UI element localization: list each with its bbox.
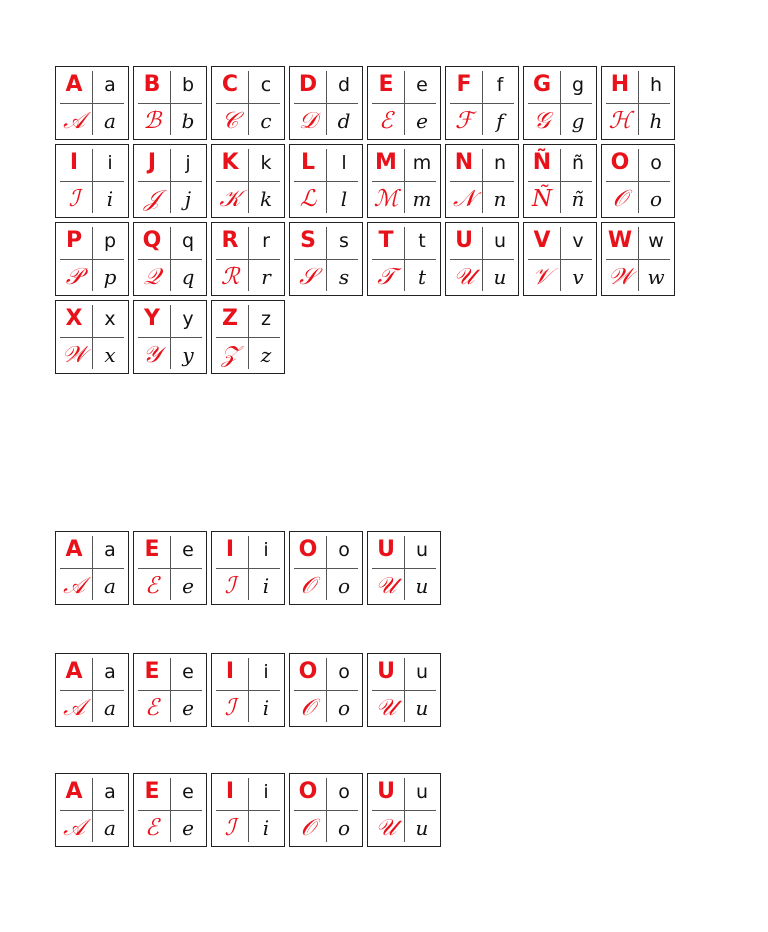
uppercase-print: M [375,150,397,175]
uppercase-cursive: 𝒪 [300,572,316,599]
uppercase-print: V [533,228,551,253]
card-divider-horizontal [450,103,514,104]
card-divider-horizontal [216,810,280,811]
uppercase-print: Y [144,306,160,331]
uppercase-print: Z [222,306,238,331]
lowercase-cursive: o [649,187,663,211]
card-divider-horizontal [528,259,592,260]
uppercase-print: U [377,779,395,804]
card-divider-horizontal [450,181,514,182]
letter-card-o [289,773,363,847]
lowercase-cursive: i [106,187,114,211]
letter-card-o [601,144,675,218]
uppercase-cursive: 𝒰 [375,572,397,599]
lowercase-print: w [648,229,664,252]
uppercase-cursive: 𝒫 [65,263,83,290]
lowercase-cursive: g [571,109,585,133]
lowercase-print: e [416,73,428,96]
card-divider-horizontal [294,568,358,569]
uppercase-cursive: 𝒞 [221,107,239,134]
lowercase-print: z [261,307,271,330]
lowercase-cursive: b [181,109,195,133]
uppercase-print: F [456,72,472,97]
card-divider-horizontal [372,103,436,104]
lowercase-print: i [263,780,269,803]
card-divider-horizontal [138,690,202,691]
uppercase-print: N [454,150,474,175]
vowel-row [55,531,445,605]
card-divider-horizontal [216,568,280,569]
uppercase-cursive: 𝒜 [63,107,85,134]
uppercase-cursive: ℐ [224,814,236,841]
vowel-row [55,773,445,847]
letter-card-u [367,773,441,847]
card-divider-horizontal [606,181,670,182]
uppercase-print: W [607,228,633,253]
uppercase-print: E [144,537,160,562]
letter-card-e [133,773,207,847]
uppercase-print: C [221,72,239,97]
card-divider-horizontal [138,181,202,182]
lowercase-cursive: n [493,187,507,211]
lowercase-print: j [185,151,191,174]
uppercase-print: U [377,659,395,684]
vowel-card-row-3 [55,773,445,851]
uppercase-cursive: 𝒰 [375,814,397,841]
uppercase-print: D [298,72,318,97]
uppercase-print: I [225,537,235,562]
letter-card-i [55,144,129,218]
lowercase-cursive: o [337,574,351,598]
uppercase-cursive: ℳ [373,185,399,212]
letter-card-l [289,144,363,218]
card-divider-horizontal [60,103,124,104]
uppercase-print: Q [142,228,162,253]
letter-card-f [445,66,519,140]
lowercase-print: c [260,73,272,96]
card-divider-horizontal [294,810,358,811]
lowercase-cursive: u [493,265,507,289]
vowel-card-row-1 [55,531,445,609]
card-divider-horizontal [294,259,358,260]
letter-card-z [211,300,285,374]
card-divider-horizontal [60,259,124,260]
letter-card-x [55,300,129,374]
lowercase-print: b [181,73,195,96]
card-divider-horizontal [450,259,514,260]
lowercase-cursive: v [572,265,584,289]
card-divider-horizontal [60,337,124,338]
letter-card-a [55,66,129,140]
card-divider-horizontal [528,181,592,182]
lowercase-cursive: e [182,574,194,598]
lowercase-cursive: a [104,109,116,133]
lowercase-print: u [415,538,429,561]
uppercase-cursive: 𝒬 [143,263,161,290]
alphabet-row [55,144,679,218]
lowercase-print: m [412,151,432,174]
letter-card-i [211,531,285,605]
letter-card-a [55,773,129,847]
uppercase-cursive: ℰ [145,694,159,721]
lowercase-cursive: k [259,187,273,211]
lowercase-cursive: x [104,343,116,367]
letter-card-u [367,653,441,727]
uppercase-cursive: 𝒰 [453,263,475,290]
uppercase-cursive: 𝒵 [221,341,239,368]
lowercase-print: f [496,73,504,96]
uppercase-print: O [298,659,318,684]
card-divider-horizontal [216,337,280,338]
lowercase-print: i [263,538,269,561]
lowercase-print: o [650,151,662,174]
letter-card-k [211,144,285,218]
letter-card-e [133,531,207,605]
lowercase-cursive: z [260,343,272,367]
lowercase-cursive: u [415,816,429,840]
lowercase-print: i [107,151,113,174]
uppercase-print: A [65,779,83,804]
card-divider-horizontal [528,103,592,104]
card-divider-horizontal [372,810,436,811]
uppercase-cursive: 𝒱 [532,263,552,290]
letter-card-w [601,222,675,296]
uppercase-print: U [455,228,473,253]
card-divider-horizontal [138,810,202,811]
letter-card-g [523,66,597,140]
letter-card-o [289,653,363,727]
lowercase-cursive: u [415,574,429,598]
uppercase-print: L [300,150,316,175]
letter-card-b [133,66,207,140]
uppercase-cursive: ℐ [68,185,80,212]
uppercase-print: I [225,779,235,804]
lowercase-cursive: q [181,265,195,289]
lowercase-cursive: l [340,187,348,211]
lowercase-cursive: r [261,265,271,289]
card-divider-horizontal [60,568,124,569]
lowercase-print: h [649,73,663,96]
uppercase-cursive: 𝒦 [219,185,241,212]
letter-card-u [445,222,519,296]
card-divider-horizontal [138,259,202,260]
lowercase-cursive: f [496,109,504,133]
lowercase-cursive: j [184,187,192,211]
uppercase-cursive: 𝒲 [61,341,87,368]
lowercase-print: d [337,73,351,96]
lowercase-cursive: e [416,109,428,133]
alphabet-row [55,222,679,296]
uppercase-cursive: 𝒩 [452,185,476,212]
lowercase-cursive: e [182,696,194,720]
uppercase-cursive: 𝒢 [533,107,551,134]
lowercase-print: s [339,229,349,252]
lowercase-print: l [341,151,347,174]
letter-card-e [367,66,441,140]
letter-card-c [211,66,285,140]
lowercase-print: u [493,229,507,252]
lowercase-print: v [572,229,584,252]
letter-card-d [289,66,363,140]
lowercase-print: a [104,73,116,96]
uppercase-print: R [221,228,239,253]
uppercase-print: I [225,659,235,684]
card-divider-horizontal [294,103,358,104]
lowercase-cursive: a [104,696,116,720]
card-divider-horizontal [216,259,280,260]
lowercase-cursive: ñ [571,187,585,211]
vowel-row [55,653,445,727]
uppercase-cursive: 𝒥 [144,185,160,212]
lowercase-print: e [182,660,194,683]
uppercase-print: E [144,779,160,804]
lowercase-print: o [338,538,350,561]
letter-card-r [211,222,285,296]
uppercase-print: Ñ [532,150,552,175]
card-divider-horizontal [60,810,124,811]
card-divider-horizontal [138,103,202,104]
uppercase-print: H [610,72,630,97]
uppercase-cursive: 𝒮 [299,263,317,290]
card-divider-horizontal [60,181,124,182]
lowercase-print: o [338,660,350,683]
card-divider-horizontal [138,568,202,569]
lowercase-cursive: u [415,696,429,720]
lowercase-cursive: m [412,187,432,211]
lowercase-cursive: i [262,816,270,840]
letter-card-e [133,653,207,727]
lowercase-cursive: s [338,265,350,289]
uppercase-print: P [65,228,83,253]
lowercase-cursive: i [262,574,270,598]
lowercase-print: a [104,660,116,683]
alphabet-row [55,66,679,140]
uppercase-print: O [298,537,318,562]
uppercase-print: E [378,72,394,97]
uppercase-print: O [610,150,630,175]
uppercase-cursive: 𝒜 [63,572,85,599]
uppercase-print: E [144,659,160,684]
letter-card-a [55,531,129,605]
uppercase-cursive: ℰ [145,572,159,599]
lowercase-cursive: e [182,816,194,840]
lowercase-print: u [415,780,429,803]
lowercase-print: a [104,538,116,561]
uppercase-print: S [300,228,316,253]
card-divider-horizontal [606,103,670,104]
letter-card-s [289,222,363,296]
uppercase-cursive: ℐ [224,694,236,721]
letter-card-u [367,531,441,605]
lowercase-print: ñ [571,151,585,174]
uppercase-print: A [65,659,83,684]
uppercase-print: I [69,150,79,175]
uppercase-cursive: Ñ [531,185,553,212]
lowercase-cursive: a [104,816,116,840]
card-divider-horizontal [294,690,358,691]
lowercase-print: q [181,229,195,252]
lowercase-print: r [262,229,270,252]
letter-card-m [367,144,441,218]
lowercase-cursive: o [337,696,351,720]
card-divider-horizontal [372,259,436,260]
alphabet-row [55,300,679,374]
letter-card-y [133,300,207,374]
lowercase-print: x [104,307,116,330]
lowercase-cursive: a [104,574,116,598]
lowercase-print: n [493,151,507,174]
lowercase-print: a [104,780,116,803]
uppercase-print: U [377,537,395,562]
uppercase-cursive: 𝒪 [300,694,316,721]
letter-card-j [133,144,207,218]
letter-card-i [211,653,285,727]
uppercase-cursive: 𝒯 [377,263,395,290]
card-divider-horizontal [294,181,358,182]
letter-card-a [55,653,129,727]
uppercase-cursive: 𝒜 [63,814,85,841]
alphabet-card-grid [55,66,679,378]
vowel-card-row-2 [55,653,445,731]
uppercase-cursive: 𝒰 [375,694,397,721]
lowercase-print: u [415,660,429,683]
card-divider-horizontal [216,690,280,691]
lowercase-print: e [182,780,194,803]
lowercase-print: e [182,538,194,561]
card-divider-horizontal [372,690,436,691]
card-divider-horizontal [372,568,436,569]
uppercase-print: O [298,779,318,804]
uppercase-cursive: ℬ [142,107,162,134]
card-divider-horizontal [138,337,202,338]
uppercase-print: X [65,306,83,331]
lowercase-cursive: t [417,265,427,289]
uppercase-print: A [65,72,83,97]
letter-card-h [601,66,675,140]
card-divider-horizontal [372,181,436,182]
lowercase-print: o [338,780,350,803]
uppercase-print: G [532,72,552,97]
letter-card-q [133,222,207,296]
lowercase-cursive: c [260,109,272,133]
uppercase-print: T [378,228,394,253]
uppercase-cursive: ℰ [145,814,159,841]
uppercase-print: J [147,150,157,175]
letter-card-i [211,773,285,847]
uppercase-print: B [143,72,161,97]
card-divider-horizontal [60,690,124,691]
letter-card-o [289,531,363,605]
lowercase-print: y [182,307,194,330]
uppercase-cursive: ℒ [299,185,317,212]
uppercase-cursive: ℰ [379,107,393,134]
letter-card-n [445,144,519,218]
uppercase-cursive: ℋ [608,107,632,134]
letter-card-ñ [523,144,597,218]
letter-card-t [367,222,441,296]
lowercase-print: g [571,73,585,96]
lowercase-cursive: d [337,109,351,133]
lowercase-cursive: h [649,109,663,133]
lowercase-cursive: p [103,265,117,289]
uppercase-cursive: ℐ [224,572,236,599]
uppercase-print: K [221,150,239,175]
uppercase-cursive: 𝒪 [612,185,628,212]
lowercase-print: k [260,151,272,174]
lowercase-print: p [103,229,117,252]
uppercase-cursive: 𝒜 [63,694,85,721]
uppercase-cursive: ℱ [454,107,474,134]
lowercase-cursive: w [647,265,665,289]
lowercase-print: t [418,229,426,252]
uppercase-cursive: 𝒟 [298,107,318,134]
lowercase-cursive: y [182,343,194,367]
card-divider-horizontal [606,259,670,260]
uppercase-cursive: 𝒲 [607,263,633,290]
letter-card-v [523,222,597,296]
uppercase-cursive: ℛ [220,263,240,290]
lowercase-cursive: i [262,696,270,720]
uppercase-cursive: 𝒪 [300,814,316,841]
lowercase-cursive: o [337,816,351,840]
uppercase-cursive: 𝒴 [142,341,162,368]
card-divider-horizontal [216,103,280,104]
letter-card-p [55,222,129,296]
card-divider-horizontal [216,181,280,182]
lowercase-print: i [263,660,269,683]
uppercase-print: A [65,537,83,562]
